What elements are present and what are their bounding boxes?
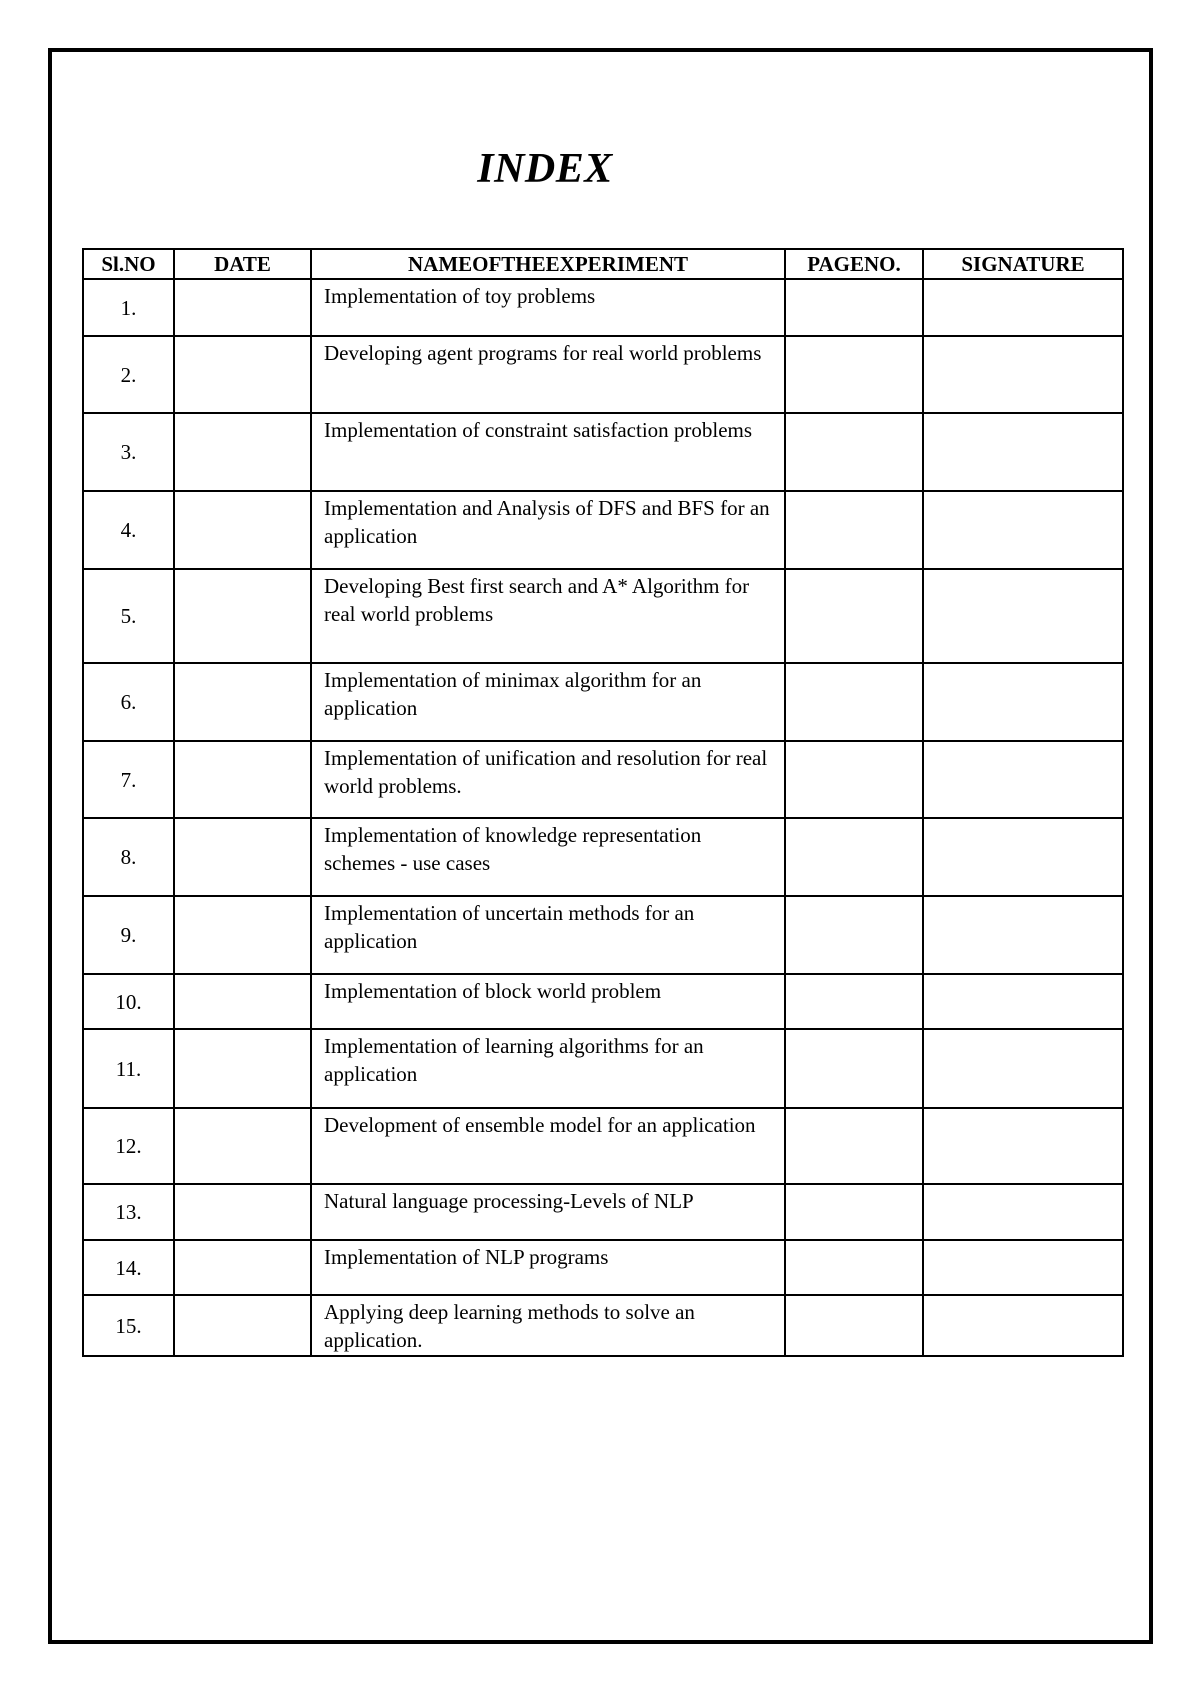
cell-sl-no: 15. bbox=[83, 1295, 174, 1356]
cell-page-no bbox=[785, 1295, 923, 1356]
table-row bbox=[83, 569, 1123, 663]
cell-sl-no: 10. bbox=[83, 974, 174, 1029]
cell-date bbox=[174, 413, 311, 491]
cell-sl-no: 2. bbox=[83, 336, 174, 413]
table-row bbox=[83, 1184, 1123, 1240]
cell-experiment-name: Implementation of learning algorithms for an application bbox=[311, 1029, 785, 1108]
cell-date bbox=[174, 1184, 311, 1240]
cell-experiment-name: Developing agent programs for real world problems bbox=[311, 336, 785, 413]
cell-sl-no: 13. bbox=[83, 1184, 174, 1240]
cell-page-no bbox=[785, 818, 923, 896]
cell-signature bbox=[923, 491, 1123, 569]
table-row bbox=[83, 1108, 1123, 1184]
table-body bbox=[83, 279, 1123, 1356]
cell-date bbox=[174, 818, 311, 896]
cell-page-no bbox=[785, 974, 923, 1029]
cell-signature bbox=[923, 279, 1123, 336]
cell-experiment-name: Implementation of NLP programs bbox=[311, 1240, 785, 1295]
table-header-row bbox=[83, 249, 1123, 279]
page-title: INDEX bbox=[477, 146, 613, 192]
cell-date bbox=[174, 741, 311, 818]
table-row bbox=[83, 1240, 1123, 1295]
header-signature: SIGNATURE bbox=[923, 249, 1123, 279]
cell-sl-no: 12. bbox=[83, 1108, 174, 1184]
cell-date bbox=[174, 1108, 311, 1184]
table-row bbox=[83, 491, 1123, 569]
cell-experiment-name: Implementation of uncertain methods for an application bbox=[311, 896, 785, 974]
cell-experiment-name: Applying deep learning methods to solve an application. bbox=[311, 1295, 785, 1356]
cell-page-no bbox=[785, 336, 923, 413]
cell-sl-no: 11. bbox=[83, 1029, 174, 1108]
cell-signature bbox=[923, 1295, 1123, 1356]
cell-date bbox=[174, 1295, 311, 1356]
cell-sl-no: 5. bbox=[83, 569, 174, 663]
header-sl-no: Sl.NO bbox=[83, 249, 174, 279]
cell-experiment-name: Implementation of constraint satisfaction problems bbox=[311, 413, 785, 491]
table-row bbox=[83, 336, 1123, 413]
cell-experiment-name: Development of ensemble model for an application bbox=[311, 1108, 785, 1184]
header-experiment-name: NAMEOFTHEEXPERIMENT bbox=[311, 249, 785, 279]
cell-page-no bbox=[785, 663, 923, 741]
table-row bbox=[83, 818, 1123, 896]
cell-signature bbox=[923, 896, 1123, 974]
table-row bbox=[83, 279, 1123, 336]
table-row bbox=[83, 741, 1123, 818]
cell-sl-no: 8. bbox=[83, 818, 174, 896]
table-row bbox=[83, 1295, 1123, 1356]
cell-date bbox=[174, 663, 311, 741]
header-date: DATE bbox=[174, 249, 311, 279]
cell-signature bbox=[923, 741, 1123, 818]
cell-sl-no: 1. bbox=[83, 279, 174, 336]
cell-page-no bbox=[785, 1108, 923, 1184]
cell-page-no bbox=[785, 279, 923, 336]
cell-date bbox=[174, 336, 311, 413]
cell-experiment-name: Implementation of block world problem bbox=[311, 974, 785, 1029]
cell-experiment-name: Implementation of toy problems bbox=[311, 279, 785, 336]
cell-sl-no: 7. bbox=[83, 741, 174, 818]
cell-date bbox=[174, 896, 311, 974]
cell-signature bbox=[923, 1108, 1123, 1184]
cell-date bbox=[174, 569, 311, 663]
cell-page-no bbox=[785, 569, 923, 663]
cell-page-no bbox=[785, 413, 923, 491]
cell-experiment-name: Implementation of minimax algorithm for an application bbox=[311, 663, 785, 741]
cell-signature bbox=[923, 1029, 1123, 1108]
cell-signature bbox=[923, 336, 1123, 413]
cell-date bbox=[174, 1029, 311, 1108]
cell-signature bbox=[923, 663, 1123, 741]
cell-signature bbox=[923, 818, 1123, 896]
cell-signature bbox=[923, 569, 1123, 663]
cell-page-no bbox=[785, 741, 923, 818]
cell-page-no bbox=[785, 491, 923, 569]
cell-sl-no: 3. bbox=[83, 413, 174, 491]
cell-page-no bbox=[785, 1184, 923, 1240]
cell-page-no bbox=[785, 1029, 923, 1108]
cell-date bbox=[174, 974, 311, 1029]
cell-date bbox=[174, 279, 311, 336]
index-table bbox=[82, 248, 1124, 1357]
cell-experiment-name: Implementation of knowledge representation schemes - use cases bbox=[311, 818, 785, 896]
table-row bbox=[83, 974, 1123, 1029]
cell-date bbox=[174, 491, 311, 569]
cell-date bbox=[174, 1240, 311, 1295]
cell-experiment-name: Implementation and Analysis of DFS and BFS for an application bbox=[311, 491, 785, 569]
table-row bbox=[83, 896, 1123, 974]
table-row bbox=[83, 1029, 1123, 1108]
cell-sl-no: 6. bbox=[83, 663, 174, 741]
cell-sl-no: 14. bbox=[83, 1240, 174, 1295]
table-row bbox=[83, 413, 1123, 491]
cell-signature bbox=[923, 413, 1123, 491]
cell-sl-no: 9. bbox=[83, 896, 174, 974]
cell-experiment-name: Implementation of unification and resolution for real world problems. bbox=[311, 741, 785, 818]
cell-page-no bbox=[785, 1240, 923, 1295]
header-page-no: PAGENO. bbox=[785, 249, 923, 279]
table-row bbox=[83, 663, 1123, 741]
cell-signature bbox=[923, 1184, 1123, 1240]
cell-page-no bbox=[785, 896, 923, 974]
cell-experiment-name: Natural language processing-Levels of NLP bbox=[311, 1184, 785, 1240]
cell-signature bbox=[923, 974, 1123, 1029]
cell-experiment-name: Developing Best first search and A* Algorithm for real world problems bbox=[311, 569, 785, 663]
cell-sl-no: 4. bbox=[83, 491, 174, 569]
cell-signature bbox=[923, 1240, 1123, 1295]
